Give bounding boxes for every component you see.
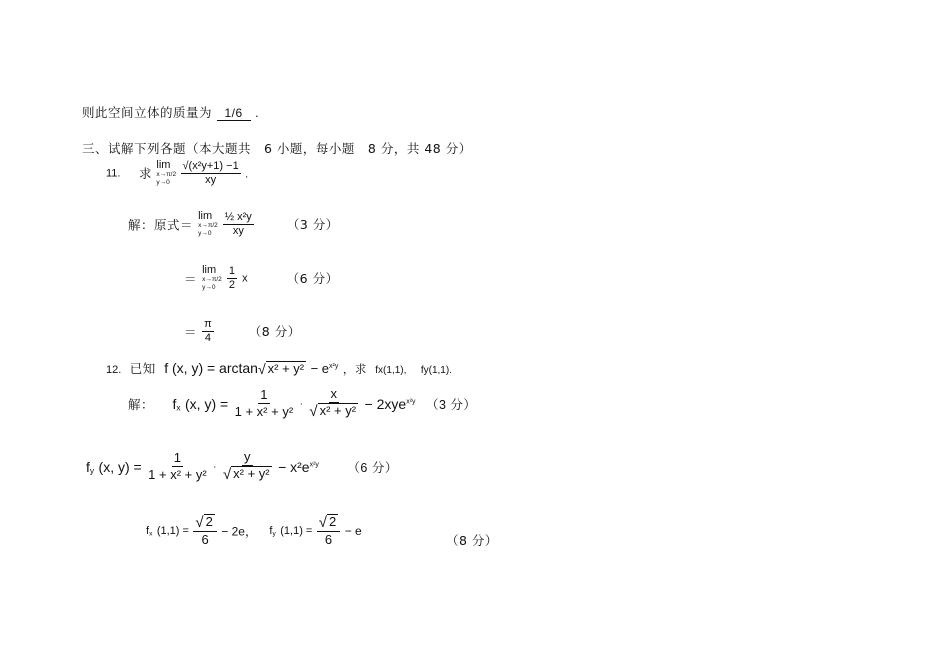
fy11-numerator	[317, 514, 340, 532]
q11-step2-limit	[202, 265, 222, 291]
fx-tail: − 2xye	[364, 395, 407, 412]
q11-step3	[184, 318, 301, 345]
frac4-denominator	[221, 466, 274, 484]
q11-step1-score: （3 分）	[286, 217, 339, 233]
step3-numerator: π	[204, 318, 212, 330]
fx-score: （3 分）	[425, 397, 477, 412]
q12-sqrt-arg: x² + y²	[267, 361, 305, 376]
q11-limit	[156, 160, 176, 186]
q11-prompt: 求	[138, 167, 152, 182]
fx11-numerator	[193, 514, 216, 532]
q11-step1-fraction	[223, 211, 254, 238]
fx11-tail: − 2e，	[221, 524, 257, 539]
q12-exp-part: − e	[310, 361, 330, 376]
q11-step2-fraction	[227, 265, 237, 292]
lim-word: lim	[156, 159, 171, 172]
sqrt-icon: √	[318, 514, 327, 531]
fy11-sqrt-arg: 2	[329, 514, 337, 529]
fx11-lhs: (1,1) =	[156, 524, 189, 537]
q11-fraction	[181, 160, 241, 187]
q11-statement	[106, 160, 248, 187]
mass-suffix: .	[255, 106, 260, 120]
fy-frac3	[146, 451, 209, 483]
step1-denominator: xy	[232, 224, 244, 237]
q11-numerator: √(x²y+1) −1	[182, 160, 239, 172]
q12-fx-label: fx(1,1),	[375, 365, 407, 376]
q11-number: 11.	[106, 167, 121, 180]
equals-sign: ＝	[184, 324, 198, 340]
frac1-numerator: 1	[260, 387, 268, 403]
mass-answer-blank: 1/6	[217, 106, 251, 121]
frac3-numerator: 1	[173, 450, 182, 466]
dot-operator: ·	[213, 461, 217, 473]
q12-final-line	[146, 514, 362, 548]
step2-denominator: 2	[228, 278, 235, 291]
dot-operator: ·	[299, 398, 303, 410]
q11-solution-label: 解：原式＝	[128, 217, 194, 233]
q12-func: f (x, y) = arctan	[164, 360, 258, 376]
fx-frac1	[233, 388, 296, 420]
q11-step2-score: （6 分）	[286, 271, 339, 287]
step1-numerator: ½ x²y	[224, 211, 252, 223]
frac3-denominator: 1 + x² + y²	[148, 467, 207, 483]
q12-fy-label: fy(1,1).	[420, 365, 452, 376]
q12-solution-label: 解：	[128, 397, 155, 412]
fy11-fraction	[317, 514, 340, 548]
q12-ask: ，求	[342, 364, 367, 376]
frac2-denominator	[307, 403, 360, 421]
fx11-fraction	[193, 514, 216, 548]
q12-fy-line	[86, 450, 398, 484]
q12-exp-sup: x²y	[329, 363, 339, 371]
lim-cond-y: y→0	[202, 283, 216, 291]
frac4-numerator: y	[244, 449, 251, 464]
fx11-sqrt-arg: 2	[205, 514, 213, 529]
lim-word: lim	[202, 264, 217, 277]
q12-prompt: 已知	[129, 362, 156, 376]
step3-denominator: 4	[204, 331, 211, 344]
fy-symbol: $f_y$	[86, 458, 95, 476]
frac2-numerator: x	[330, 386, 337, 401]
fy-lhs: (x, y) =	[98, 458, 142, 475]
mass-answer-line	[82, 103, 259, 121]
equals-sign: ＝	[184, 271, 198, 287]
fy11-symbol: $f_y$	[269, 524, 276, 538]
section-heading: 三、试解下列各题（本大题共 6 小题，每小题 8 分，共 48 分）	[82, 141, 472, 156]
mass-prefix: 则此空间立体的质量为	[82, 105, 213, 120]
fy-tail: − x²e	[278, 458, 310, 475]
q12-number: 12.	[106, 364, 122, 376]
sqrt-icon: √	[195, 514, 204, 531]
lim-cond-y: y→0	[156, 178, 170, 186]
lim-cond-x: x→π/2	[202, 276, 222, 284]
step2-var: x	[242, 272, 248, 285]
sqrt-icon: √	[257, 361, 266, 377]
step2-numerator: 1	[228, 265, 235, 277]
frac4-sqrt-arg: x² + y²	[233, 465, 270, 481]
fy-tail-sup: x²y	[309, 461, 319, 469]
sqrt-icon: √	[222, 465, 232, 483]
fx-frac2	[307, 387, 360, 421]
lim-word: lim	[198, 210, 213, 223]
q12-fx-line	[128, 387, 476, 421]
frac1-denominator: 1 + x² + y²	[234, 404, 294, 420]
q11-step1	[128, 211, 339, 238]
lim-cond-x: x→π/2	[198, 222, 218, 230]
lim-cond-x: x→π/2	[156, 171, 177, 179]
fy-score: （6 分）	[347, 460, 398, 475]
fx11-symbol: $f_x$	[146, 524, 153, 538]
q11-step2	[184, 265, 339, 292]
q12-statement	[106, 359, 452, 378]
sqrt-icon: √	[309, 402, 318, 420]
q11-end: .	[245, 168, 249, 181]
q11-step3-score: （8 分）	[248, 324, 301, 340]
fy-frac4	[221, 450, 274, 484]
lim-cond-y: y→0	[198, 229, 212, 237]
fy11-lhs: (1,1) =	[280, 524, 313, 537]
fx-tail-sup: x²y	[406, 398, 416, 406]
fy11-tail: − e	[344, 523, 362, 538]
final-score: （8 分）	[446, 533, 498, 548]
fx-lhs: (x, y) =	[185, 395, 229, 412]
q11-step1-limit	[198, 211, 218, 237]
frac2-sqrt-arg: x² + y²	[319, 402, 357, 418]
q11-denominator: xy	[205, 173, 217, 186]
q11-step3-fraction	[202, 318, 214, 345]
fx-symbol: $f_x$	[172, 395, 181, 413]
fx11-denominator: 6	[201, 532, 209, 548]
fy11-denominator: 6	[324, 532, 333, 548]
